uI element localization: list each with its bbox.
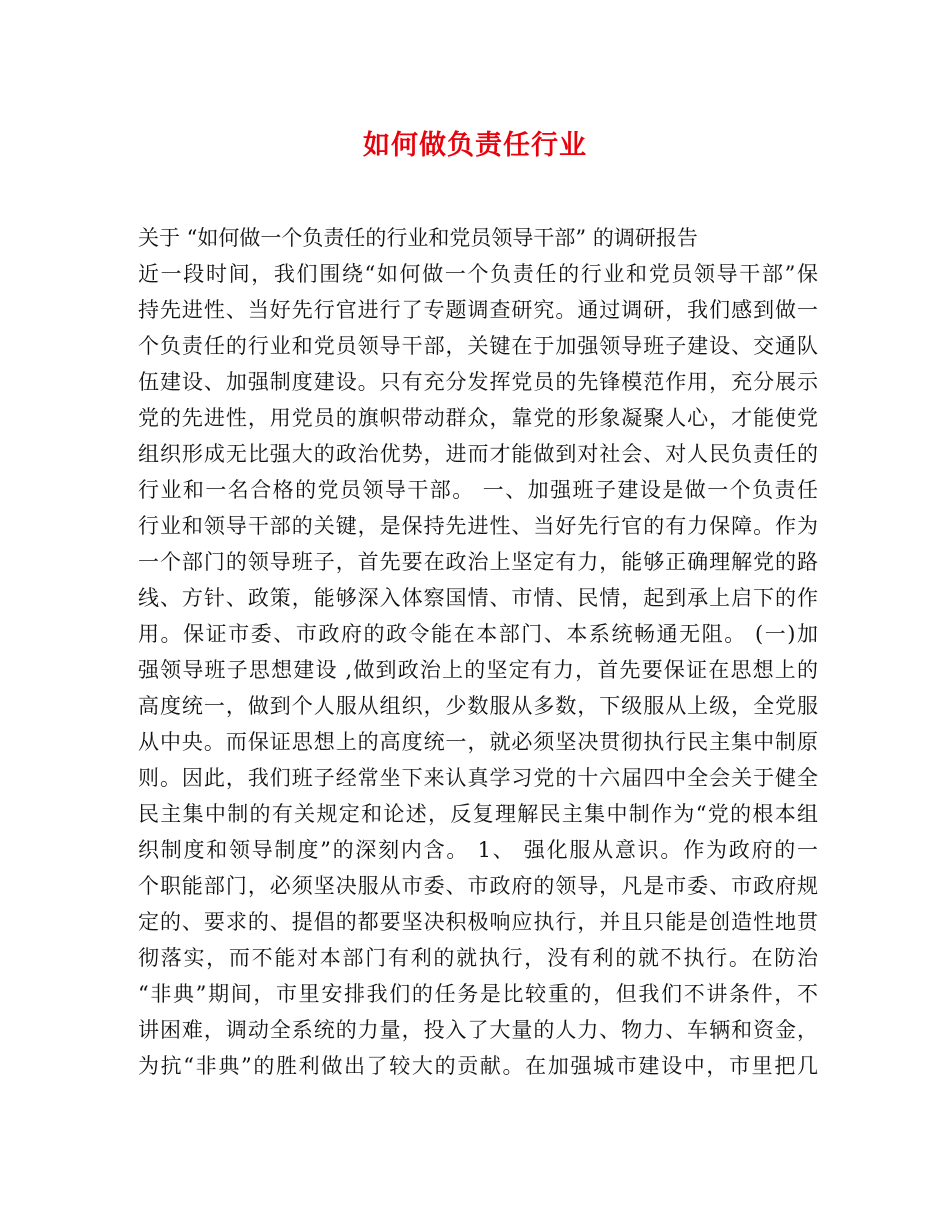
body-line: 为抗“非典”的胜利做出了较大的贡献。在加强城市建设中，市里把几 [138,1054,818,1078]
body-line: 行业和领导干部的关键，是保持先进性、当好先行官的有力保障。作为 [138,514,818,538]
body-line: 一个部门的领导班子，首先要在政治上坚定有力，能够正确理解党的路 [138,550,818,574]
body-line: 伍建设、加强制度建设。只有充分发挥党员的先锋模范作用，充分展示 [138,370,818,394]
body-line: 党的先进性，用党员的旗帜带动群众，靠党的形象凝聚人心，才能使党 [138,406,818,430]
body-line: 织制度和领导制度”的深刻内含。 1、 强化服从意识。作为政府的一 [138,838,818,862]
body-line: 讲困难，调动全系统的力量，投入了大量的人力、物力、车辆和资金， [138,1018,818,1042]
body-line: “非典”期间，市里安排我们的任务是比较重的，但我们不讲条件，不 [138,982,818,1006]
body-line: 持先进性、当好先行官进行了专题调查研究。通过调研，我们感到做一 [138,298,818,322]
body-line: 定的、要求的、提倡的都要坚决积极响应执行，并且只能是创造性地贯 [138,910,818,934]
document-title: 如何做负责任行业 [363,130,587,161]
body-line: 则。因此，我们班子经常坐下来认真学习党的十六届四中全会关于健全 [138,766,818,790]
body-line: 彻落实，而不能对本部门有利的就执行，没有利的就不执行。在防治 [138,946,818,970]
body-line: 个职能部门，必须坚决服从市委、市政府的领导，凡是市委、市政府规 [138,874,818,898]
body-line: 行业和一名合格的党员领导干部。 一、加强班子建设是做一个负责任 [138,478,818,502]
body-line: 线、方针、政策，能够深入体察国情、市情、民情，起到承上启下的作 [138,586,818,610]
body-line: 近一段时间，我们围绕“如何做一个负责任的行业和党员领导干部”保 [138,262,818,286]
body-line: 用。保证市委、市政府的政令能在本部门、本系统畅通无阻。 (一)加 [138,622,818,646]
body-line: 个负责任的行业和党员领导干部，关键在于加强领导班子建设、交通队 [138,334,818,358]
body-line: 强领导班子思想建设 ,做到政治上的坚定有力，首先要保证在思想上的 [138,658,818,682]
body-line: 民主集中制的有关规定和论述，反复理解民主集中制作为“党的根本组 [138,802,818,826]
body-line: 关于 “如何做一个负责任的行业和党员领导干部” 的调研报告 [138,226,698,250]
body-line: 从中央。而保证思想上的高度统一，就必须坚决贯彻执行民主集中制原 [138,730,818,754]
body-line: 高度统一，做到个人服从组织，少数服从多数，下级服从上级，全党服 [138,694,818,718]
body-line: 组织形成无比强大的政治优势，进而才能做到对社会、对人民负责任的 [138,442,818,466]
